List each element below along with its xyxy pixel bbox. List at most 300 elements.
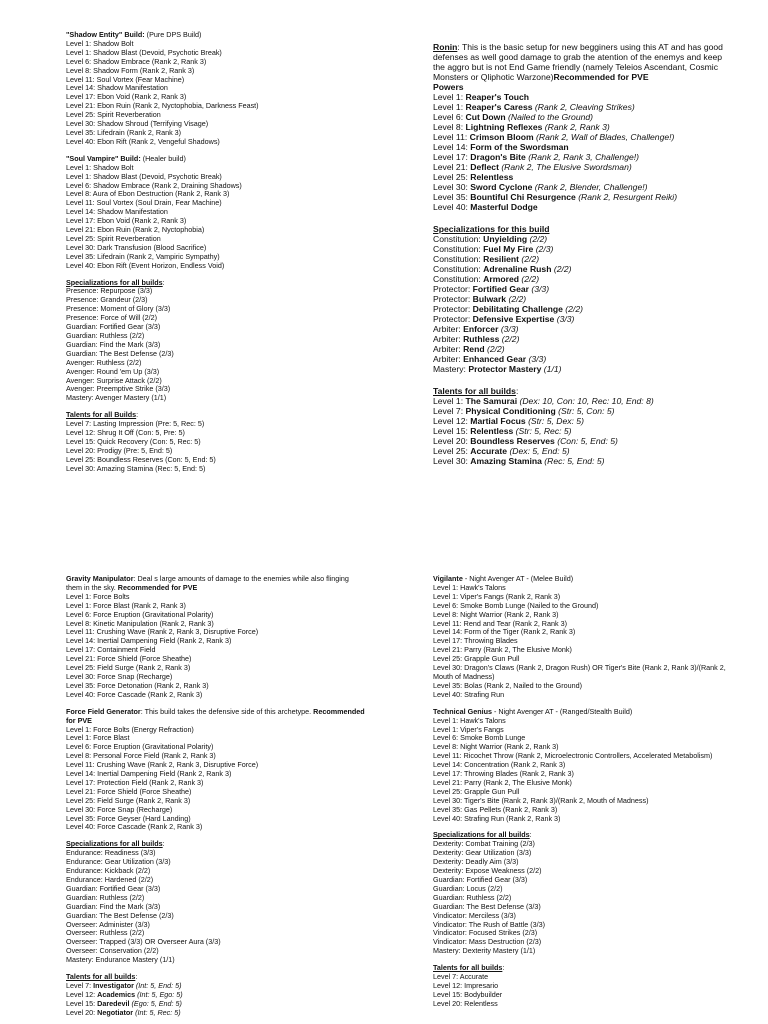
gravity-builds-section xyxy=(66,575,366,1018)
heading-text: Specializations for this build xyxy=(433,224,550,234)
entry-line xyxy=(433,202,733,212)
entry-line: Level 21: Parry (Rank 2, The Elusive Monk) xyxy=(433,645,572,655)
entry-line: Level 14: Form of the Tiger (Rank 2, Rank 3) xyxy=(433,627,576,637)
entry-name: Unyielding xyxy=(483,234,528,244)
entry-prefix: Protector: xyxy=(433,314,473,324)
entry-line: Level 1: Force Bolts (Energy Refraction) xyxy=(66,724,194,734)
entry-line xyxy=(433,304,733,314)
entry-line: Level 30: Dark Transfusion (Blood Sacrifice) xyxy=(66,242,207,252)
entry-prefix: Level 1: xyxy=(433,92,466,102)
entry-line: Level 14: Inertial Dampening Field (Rank 2, Rank 3) xyxy=(66,636,232,646)
entry-line: Guardian: Find the Mark (3/3) xyxy=(66,901,161,911)
entry-line: Level 14: Shadow Manifestation xyxy=(66,207,168,217)
heading-note: : xyxy=(162,277,165,287)
entry-line: Level 12: Shrug It Off (Con: 5, Pre: 5) xyxy=(66,428,185,438)
entry-line: Vindicator: Merciless (3/3) xyxy=(433,910,516,920)
entry-name: Dragon's Bite xyxy=(470,152,526,162)
entry-line: Level 1: Force Blast xyxy=(66,733,130,743)
entry-line xyxy=(433,456,733,466)
entry-line: Level 35: Gas Pellets (Rank 2, Rank 3) xyxy=(433,804,558,814)
entry-line: Level 25: Grapple Gun Pull xyxy=(433,786,520,796)
entry-line: Guardian: Ruthless (2/2) xyxy=(433,892,512,902)
entry-line: Guardian: Ruthless (2/2) xyxy=(66,892,145,902)
entry-line: Level 11: Rend and Tear (Rank 2, Rank 3) xyxy=(433,618,567,628)
entry-line xyxy=(433,284,733,294)
entry-line: Level 40: Ebon Rift (Rank 2, Vengeful Shadows) xyxy=(66,136,220,146)
entry-line: Level 17: Throwing Blades xyxy=(433,636,518,646)
entry-name: Reaper's Touch xyxy=(465,92,529,102)
entry-line: Guardian: The Best Defense (2/3) xyxy=(66,910,174,920)
entry-name: Lightning Reflexes xyxy=(465,122,543,132)
entry-detail: (2/2) xyxy=(551,264,572,274)
entry-line xyxy=(433,396,733,406)
entry-line: Level 21: Force Shield (Force Sheathe) xyxy=(66,786,192,796)
entry-prefix: Level 30: xyxy=(433,456,471,466)
entry-line: Level 30: Shadow Shroud (Terrifying Visage) xyxy=(66,119,209,129)
entry-prefix: Level 20: xyxy=(433,436,471,446)
entry-detail: (2/2) xyxy=(506,294,527,304)
entry-name: Masterful Dodge xyxy=(470,202,538,212)
entry-line: Level 8: Personal Force Field (Rank 2, Rank 3) xyxy=(66,751,216,761)
entry-line: Avenger: Round 'em Up (3/3) xyxy=(66,366,160,376)
entry-prefix: Level 1: xyxy=(433,102,466,112)
heading-note: : xyxy=(502,963,505,973)
entry-line xyxy=(433,182,733,192)
entry-detail: (3/3) xyxy=(554,314,575,324)
entry-line: Level 1: Hawk's Talons xyxy=(433,715,506,725)
entry-line: Endurance: Readiness (3/3) xyxy=(66,848,156,858)
heading-text: Specializations for all builds xyxy=(66,839,163,849)
entry-name: Deflect xyxy=(470,162,499,172)
entry-detail: (3/3) xyxy=(529,284,550,294)
heading-text: Talents for all builds xyxy=(433,963,503,973)
entry-line: Level 1: Shadow Blast (Devoid, Psychotic Break) xyxy=(66,171,222,181)
entry-line xyxy=(433,406,733,416)
entry-line xyxy=(433,254,733,264)
entry-line xyxy=(433,324,733,334)
entry-name: Debilitating Challenge xyxy=(472,304,563,314)
entry-line: Level 12: Impresario xyxy=(433,980,499,990)
entry-line: Level 15: Bodybuilder xyxy=(433,989,503,999)
entry-name: Form of the Swordsman xyxy=(470,142,569,152)
entry-name: Fuel My Fire xyxy=(483,244,534,254)
recommendation: Recommended for PVE xyxy=(553,72,649,82)
entry-line xyxy=(433,334,733,344)
entry-line: Avenger: Ruthless (2/2) xyxy=(66,357,142,367)
entry-detail: (Str: 5, Rec: 5) xyxy=(513,426,572,436)
entry-name: Fortified Gear xyxy=(472,284,530,294)
shadow-builds-section xyxy=(66,31,366,474)
entry-line: Level 1: Viper's Fangs (Rank 2, Rank 3) xyxy=(433,591,561,601)
entry-prefix: Level 6: xyxy=(433,112,466,122)
entry-line xyxy=(433,122,733,132)
entry-line: Level 11: Soul Vortex (Fear Machine) xyxy=(66,74,185,84)
heading-note: : xyxy=(135,972,138,982)
entry-line: Level 1: Hawk's Talons xyxy=(433,582,506,592)
entry-line xyxy=(433,192,733,202)
entry-prefix: Constitution: xyxy=(433,264,484,274)
entry-prefix: Level 25: xyxy=(433,446,471,456)
entry-name: Sword Cyclone xyxy=(470,182,533,192)
entry-line xyxy=(433,426,733,436)
entry-detail: (Rec: 5, End: 5) xyxy=(541,456,605,466)
entry-line: Level 25: Boundless Reserves (Con: 5, End: 5) xyxy=(66,454,216,464)
entry-line xyxy=(433,264,733,274)
entry-line: Level 40: Strafing Run (Rank 2, Rank 3) xyxy=(433,813,561,823)
entry-prefix: Constitution: xyxy=(433,254,484,264)
entry-prefix: Level 15: xyxy=(433,426,471,436)
entry-line: Level 20: Relentless xyxy=(433,998,498,1008)
entry-line: Level 17: Ebon Void (Rank 2, Rank 3) xyxy=(66,92,187,102)
entry-line xyxy=(433,234,733,244)
heading-text: Force Field Generator xyxy=(66,706,141,716)
entry-prefix: Level 35: xyxy=(433,192,471,202)
entry-detail: (Rank 2, The Elusive Swordsman) xyxy=(498,162,632,172)
entry-line: Level 7: Lasting Impression (Pre: 5, Rec: 5) xyxy=(66,419,205,429)
entry-prefix: Level 17: xyxy=(433,152,471,162)
entry-line: Level 21: Ebon Ruin (Rank 2, Nyctophobia) xyxy=(66,225,205,235)
entry-prefix: Level 7: xyxy=(66,980,94,990)
entry-name: Ruthless xyxy=(463,334,500,344)
entry-prefix: Arbiter: xyxy=(433,354,464,364)
heading-text: Specializations for all builds xyxy=(433,830,530,840)
heading-text: "Shadow Entity" Build: xyxy=(66,30,145,39)
entry-line: Level 1: Viper's Fangs xyxy=(433,724,504,734)
entry-line: Level 35: Force Detonation (Rank 2, Rank 3) xyxy=(66,680,209,690)
entry-prefix: Level 7: xyxy=(433,406,466,416)
section-heading xyxy=(433,42,733,82)
entry-name: Crimson Bloom xyxy=(469,132,534,142)
entry-line: Dexterity: Combat Training (2/3) xyxy=(433,839,535,849)
entry-detail: (Int: 5, Rec: 5) xyxy=(133,1007,181,1017)
entry-name: Cut Down xyxy=(465,112,506,122)
entry-line: Overseer: Trapped (3/3) OR Overseer Aura (3/3) xyxy=(66,937,221,947)
section-heading xyxy=(66,575,366,593)
entry-prefix: Level 21: xyxy=(433,162,471,172)
entry-name: Reaper's Caress xyxy=(465,102,533,112)
entry-line: Level 25: Spirit Reverberation xyxy=(66,233,161,243)
entry-detail: (2/2) xyxy=(519,274,540,284)
entry-line xyxy=(433,314,733,324)
entry-line xyxy=(433,172,733,182)
entry-line: Level 25: Spirit Reverberation xyxy=(66,110,161,120)
entry-name: Rend xyxy=(463,344,485,354)
entry-name: Enhanced Gear xyxy=(463,354,527,364)
entry-detail: (2/2) xyxy=(519,254,540,264)
entry-detail: (Rank 2, Rank 3) xyxy=(542,122,610,132)
entry-name: Daredevil xyxy=(97,998,130,1008)
entry-line: Level 30: Force Snap (Recharge) xyxy=(66,671,173,681)
entry-line: Level 40: Force Cascade (Rank 2, Rank 3) xyxy=(66,689,203,699)
entry-line xyxy=(433,102,733,112)
entry-prefix: Constitution: xyxy=(433,274,484,284)
entry-prefix: Level 12: xyxy=(433,416,471,426)
entry-name: Investigator xyxy=(93,980,134,990)
entry-line: Vindicator: Mass Destruction (2/3) xyxy=(433,937,542,947)
entry-line: Level 1: Force Blast (Rank 2, Rank 3) xyxy=(66,600,186,610)
entry-line: Level 21: Force Shield (Force Sheathe) xyxy=(66,654,192,664)
entry-line: Presence: Moment of Glory (3/3) xyxy=(66,304,171,314)
entry-line: Level 35: Force Geyser (Hard Landing) xyxy=(66,813,191,823)
entry-line xyxy=(433,162,733,172)
entry-name: Enforcer xyxy=(463,324,499,334)
entry-line xyxy=(433,436,733,446)
heading-note: : xyxy=(515,386,519,396)
spacer xyxy=(433,374,733,386)
heading-description: : This build takes the defensive side of this archetype. xyxy=(140,706,314,716)
entry-line: Level 21: Parry (Rank 2, The Elusive Monk) xyxy=(433,777,572,787)
entry-line: Avenger: Preemptive Strike (3/3) xyxy=(66,384,171,394)
entry-name: Defensive Expertise xyxy=(472,314,555,324)
entry-line: Guardian: Fortified Gear (3/3) xyxy=(433,875,528,884)
entry-line: Level 6: Smoke Bomb Lunge (Nailed to the Ground) xyxy=(433,600,599,610)
entry-line: Level 40: Ebon Rift (Event Horizon, Endless Void) xyxy=(66,260,225,270)
entry-name: Adrenaline Rush xyxy=(483,264,552,274)
heading-text: Talents for all builds xyxy=(433,386,516,396)
entry-line: Level 35: Bolas (Rank 2, Nailed to the Ground) xyxy=(433,680,583,690)
entry-name: Academics xyxy=(97,989,136,999)
entry-line: Level 17: Throwing Blades (Rank 2, Rank 3) xyxy=(433,769,574,779)
entry-detail: (Nailed to the Ground) xyxy=(505,112,594,122)
entry-name: Resilient xyxy=(483,254,519,264)
entry-detail: (Rank 2, Wall of Blades, Challenge!) xyxy=(533,132,675,142)
entry-line: Presence: Repurpose (3/3) xyxy=(66,286,153,296)
entry-line xyxy=(433,152,733,162)
entry-line: Level 8: Aura of Ebon Destruction (Rank 2, Rank 3) xyxy=(66,189,230,199)
entry-detail: (2/3) xyxy=(533,244,554,254)
entry-line: Mastery: Endurance Mastery (1/1) xyxy=(66,955,175,965)
entry-detail: (Dex: 5, End: 5) xyxy=(507,446,570,456)
entry-prefix: Mastery: xyxy=(433,364,469,374)
heading-text: Specializations for all builds xyxy=(66,277,163,287)
entry-line xyxy=(433,274,733,284)
night-avenger-builds-section xyxy=(433,575,733,1009)
entry-name: Boundless Reserves xyxy=(470,436,555,446)
entry-line: Guardian: The Best Defense (2/3) xyxy=(66,348,174,358)
entry-detail: (Rank 2, Cleaving Strikes) xyxy=(532,102,635,112)
entry-line: Level 7: Accurate xyxy=(433,972,489,982)
section-heading xyxy=(433,224,733,234)
section-heading xyxy=(433,386,733,396)
entry-line: Mastery: Avenger Mastery (1/1) xyxy=(66,393,167,403)
entry-detail: (Rank 2, Blender, Challenge!) xyxy=(532,182,648,192)
entry-line: Level 8: Shadow Form (Rank 2, Rank 3) xyxy=(66,65,195,75)
entry-line: Dexterity: Deadly Aim (3/3) xyxy=(433,857,519,867)
heading-text: Powers xyxy=(433,82,464,92)
entry-detail: (3/3) xyxy=(526,354,547,364)
entry-name: Amazing Stamina xyxy=(470,456,542,466)
entry-line: Guardian: Fortified Gear (3/3) xyxy=(66,322,161,332)
entry-line: Level 1: Shadow Blast (Devoid, Psychotic Break) xyxy=(66,47,222,57)
entry-prefix: Constitution: xyxy=(433,234,484,244)
entry-line: Endurance: Kickback (2/2) xyxy=(66,866,151,876)
entry-line: Level 1: Shadow Bolt xyxy=(66,38,134,48)
entry-line: Level 17: Ebon Void (Rank 2, Rank 3) xyxy=(66,216,187,226)
entry-prefix: Level 12: xyxy=(66,989,98,999)
entry-name: Protector Mastery xyxy=(468,364,542,374)
entry-detail: (3/3) xyxy=(498,324,519,334)
entry-detail: (Int: 5, Ego: 5) xyxy=(135,989,183,999)
entry-line: Guardian: Locus (2/2) xyxy=(433,883,503,893)
entry-line: Level 8: Kinetic Manipulation (Rank 2, Rank 3) xyxy=(66,618,214,628)
entry-line: Level 30: Tiger's Bite (Rank 2, Rank 3)/(Rank 2, Mouth of Madness) xyxy=(433,795,649,805)
entry-line: Level 30: Force Snap (Recharge) xyxy=(66,804,173,814)
entry-line xyxy=(433,446,733,456)
entry-detail: (Dex: 10, Con: 10, Rec: 10, End: 8) xyxy=(517,396,654,406)
entry-name: Armored xyxy=(483,274,519,284)
entry-line: Level 6: Smoke Bomb Lunge xyxy=(433,733,526,743)
entry-prefix: Protector: xyxy=(433,294,473,304)
heading-text: "Soul Vampire" Build: xyxy=(66,153,141,163)
entry-prefix: Level 40: xyxy=(433,202,471,212)
entry-line: Level 21: Ebon Ruin (Rank 2, Nyctophobia, Darkness Feast) xyxy=(66,101,259,111)
ronin-build-section xyxy=(433,42,733,466)
entry-prefix: Protector: xyxy=(433,284,473,294)
entry-name: Accurate xyxy=(470,446,508,456)
entry-name: Negotiator xyxy=(97,1007,134,1017)
entry-line: Level 25: Field Surge (Rank 2, Rank 3) xyxy=(66,663,191,673)
entry-line: Overseer: Ruthless (2/2) xyxy=(66,928,145,938)
heading-text: Ronin xyxy=(433,42,458,52)
entry-name: Bulwark xyxy=(472,294,507,304)
entry-detail: (2/2) xyxy=(484,344,505,354)
heading-text: Technical Genius xyxy=(433,706,492,716)
recommendation: Recommended for PVE xyxy=(66,706,365,725)
entry-line: Level 35: Lifedrain (Rank 2, Rank 3) xyxy=(66,127,182,137)
entry-line xyxy=(433,112,733,122)
entry-line: Level 6: Force Eruption (Gravitational Polarity) xyxy=(66,609,214,619)
entry-line: Level 30: Amazing Stamina (Rec: 5, End: 5) xyxy=(66,463,206,473)
entry-line: Guardian: The Best Defense (3/3) xyxy=(433,901,541,911)
entry-line: Avenger: Surprise Attack (2/2) xyxy=(66,375,162,385)
entry-line: Guardian: Fortified Gear (3/3) xyxy=(66,883,161,893)
entry-line: Level 25: Grapple Gun Pull xyxy=(433,654,520,664)
entry-prefix: Level 11: xyxy=(433,132,470,142)
spacer xyxy=(433,212,733,224)
entry-detail: (2/2) xyxy=(499,334,520,344)
entry-line: Level 17: Containment Field xyxy=(66,645,156,655)
entry-line: Endurance: Gear Utilization (3/3) xyxy=(66,857,171,867)
entry-prefix: Level 14: xyxy=(433,142,471,152)
entry-line: Level 6: Shadow Embrace (Rank 2, Rank 3) xyxy=(66,56,207,66)
entry-line: Presence: Grandeur (2/3) xyxy=(66,295,148,305)
heading-note: (Pure DPS Build) xyxy=(144,30,202,39)
heading-text: Talents for all Builds xyxy=(66,410,137,420)
entry-detail: (2/2) xyxy=(527,234,548,244)
entry-name: Bountiful Chi Resurgence xyxy=(470,192,576,202)
entry-line: Level 25: Field Surge (Rank 2, Rank 3) xyxy=(66,795,191,805)
heading-note: - Night Avenger AT - (Ranged/Stealth Build) xyxy=(491,706,633,716)
entry-detail: (Ego: 5, End: 5) xyxy=(129,998,182,1008)
entry-line: Level 14: Inertial Dampening Field (Rank 2, Rank 3) xyxy=(66,769,232,779)
entry-line: Guardian: Find the Mark (3/3) xyxy=(66,339,161,349)
entry-line: Level 11: Crushing Wave (Rank 2, Rank 3, Disruptive Force) xyxy=(66,760,259,770)
heading-text: Vigilante xyxy=(433,574,463,583)
entry-prefix: Level 20: xyxy=(66,1007,98,1017)
entry-line: Level 1: Force Bolts xyxy=(66,591,130,601)
entry-line: Level 40: Force Cascade (Rank 2, Rank 3) xyxy=(66,822,203,832)
heading-text: Gravity Manipulator xyxy=(66,574,134,583)
recommendation: Recommended for PVE xyxy=(117,582,198,592)
entry-line: Level 11: Crushing Wave (Rank 2, Rank 3, Disruptive Force) xyxy=(66,627,259,637)
entry-line xyxy=(433,244,733,254)
entry-line xyxy=(66,1009,366,1018)
entry-line: Vindicator: The Rush of Battle (3/3) xyxy=(433,919,545,929)
entry-detail: (1/1) xyxy=(541,364,562,374)
entry-prefix: Protector: xyxy=(433,304,473,314)
entry-name: Relentless xyxy=(470,426,514,436)
entry-line: Guardian: Ruthless (2/2) xyxy=(66,331,145,340)
entry-prefix: Level 25: xyxy=(433,172,471,182)
entry-prefix: Level 30: xyxy=(433,182,471,192)
entry-line: Dexterity: Expose Weakness (2/2) xyxy=(433,866,542,876)
section-heading xyxy=(433,82,733,92)
entry-line xyxy=(433,354,733,364)
entry-prefix: Arbiter: xyxy=(433,324,464,334)
entry-detail: (Con: 5, End: 5) xyxy=(554,436,618,446)
entry-line: Overseer: Administer (3/3) xyxy=(66,919,150,929)
entry-line: Level 20: Prodigy (Pre: 5, End: 5) xyxy=(66,445,173,455)
heading-text: Talents for all builds xyxy=(66,972,136,982)
entry-line xyxy=(433,344,733,354)
entry-line: Level 15: Quick Recovery (Con: 5, Rec: 5) xyxy=(66,436,201,446)
entry-detail: (Rank 2, Rank 3, Challenge!) xyxy=(525,152,640,162)
heading-note: : xyxy=(136,410,139,420)
entry-line: Level 6: Force Eruption (Gravitational Polarity) xyxy=(66,742,214,752)
entry-line xyxy=(433,92,733,102)
entry-line xyxy=(433,132,733,142)
entry-line: Level 6: Shadow Embrace (Rank 2, Draining Shadows) xyxy=(66,180,242,190)
entry-name: Physical Conditioning xyxy=(465,406,556,416)
entry-detail: (Rank 2, Resurgent Reiki) xyxy=(575,192,678,202)
section-heading xyxy=(66,708,366,726)
entry-line: Endurance: Hardened (2/2) xyxy=(66,875,154,884)
entry-prefix: Level 15: xyxy=(66,998,98,1008)
entry-prefix: Level 8: xyxy=(433,122,466,132)
entry-line: Level 17: Protection Field (Rank 2, Rank 3) xyxy=(66,777,204,787)
entry-line xyxy=(433,416,733,426)
heading-description: : Deal s large amounts of damage to the enemies while also flinging them in the sky. xyxy=(66,574,349,592)
entry-line: Dexterity: Gear Utilization (3/3) xyxy=(433,848,532,858)
heading-description: : This is the basic setup for new begginers using this AT and has good defenses as well good damage to grab the atention of the enemys and keep the aggro but is not End Game friendly (namely Teleios Ascendant, Cosmic Monsters or Qliphotic Warzone) xyxy=(433,42,723,82)
heading-note: : xyxy=(162,839,165,849)
entry-line: Level 30: Dragon's Claws (Rank 2, Dragon Rush) OR Tiger's Bite (Rank 2, Rank 3)/(Rank 2, Mouth of Madness) xyxy=(433,663,726,681)
entry-line: Level 1: Shadow Bolt xyxy=(66,162,134,172)
entry-line: Level 8: Night Warrior (Rank 2, Rank 3) xyxy=(433,742,559,752)
entry-line: Vindicator: Focused Strikes (2/3) xyxy=(433,928,538,938)
heading-note: : xyxy=(529,830,532,840)
entry-line xyxy=(433,142,733,152)
entry-line: Level 8: Night Warrior (Rank 2, Rank 3) xyxy=(433,609,559,619)
entry-prefix: Level 1: xyxy=(433,396,466,406)
entry-name: Martial Focus xyxy=(470,416,526,426)
entry-prefix: Arbiter: xyxy=(433,344,464,354)
entry-line: Overseer: Conservation (2/2) xyxy=(66,946,159,956)
entry-detail: (Str: 5, Con: 5) xyxy=(555,406,615,416)
entry-prefix: Arbiter: xyxy=(433,334,464,344)
entry-line xyxy=(433,294,733,304)
entry-line: Level 11: Soul Vortex (Soul Drain, Fear Machine) xyxy=(66,198,222,208)
entry-line: Mastery: Dexterity Mastery (1/1) xyxy=(433,946,536,956)
entry-name: Relentless xyxy=(470,172,514,182)
entry-prefix: Constitution: xyxy=(433,244,484,254)
entry-detail: (2/2) xyxy=(562,304,583,314)
entry-line: Level 11: Ricochet Throw (Rank 2, Microelectronic Controllers, Accelerated Metabolism) xyxy=(433,751,713,761)
entry-line: Level 14: Concentration (Rank 2, Rank 3) xyxy=(433,760,566,770)
entry-line: Level 14: Shadow Manifestation xyxy=(66,83,168,93)
entry-line xyxy=(433,364,733,374)
heading-note: (Healer build) xyxy=(140,153,186,163)
